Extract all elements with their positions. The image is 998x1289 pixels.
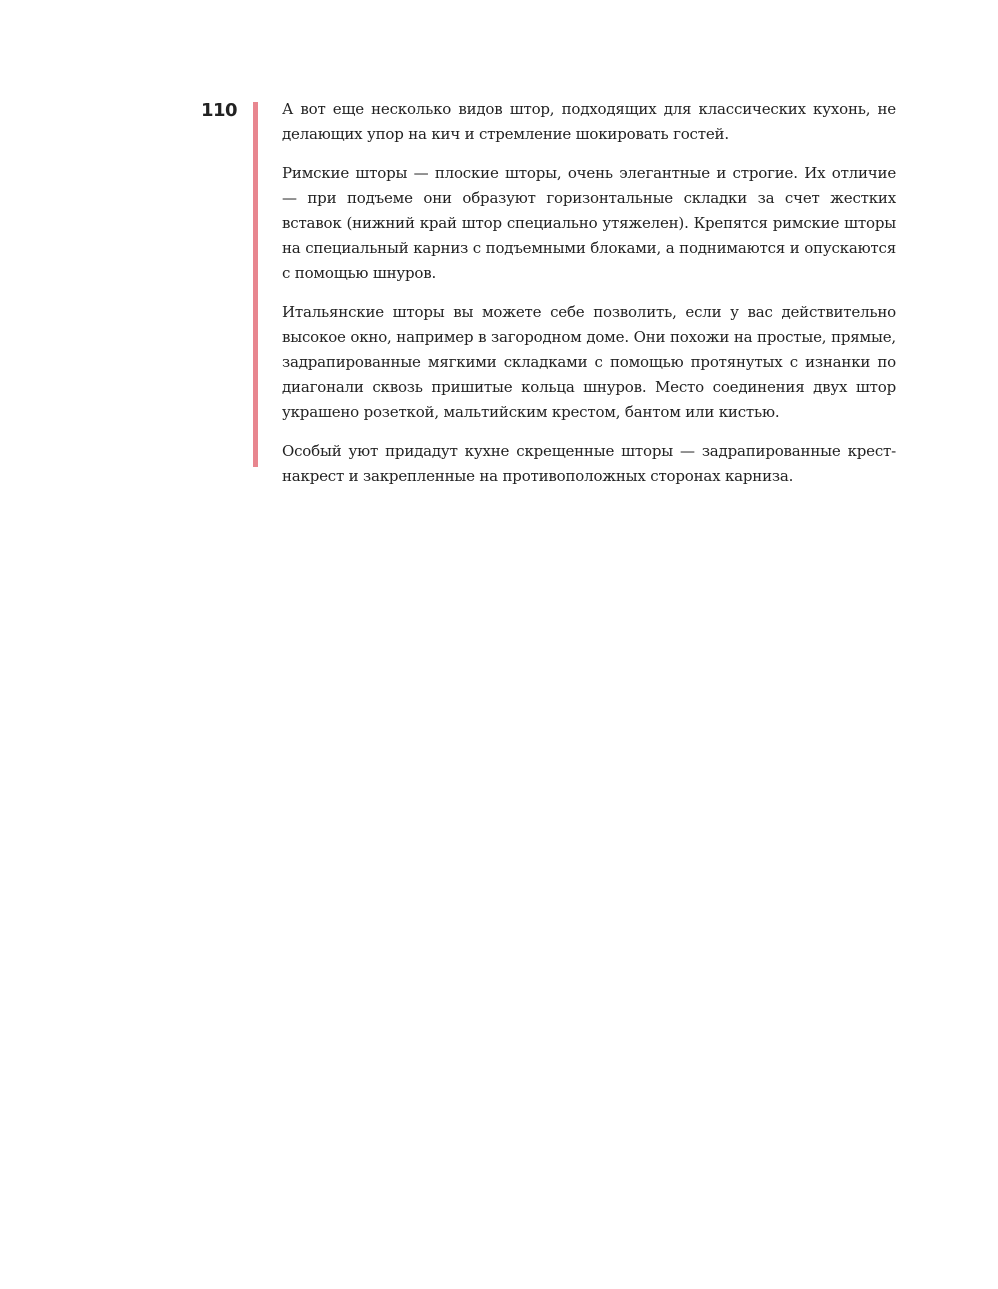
paragraph: А вот еще несколько видов штор, подходящих для классических кухонь, не делающих упор на кич и стремление шокировать гостей. [282,100,896,143]
text-column [282,97,896,503]
paragraph: Особый уют придадут кухне скрещенные шторы — задрапированные крест-накрест и закрепленные на противоположных сторонах карниза. [282,442,896,485]
page-number: 110 [201,100,238,121]
paragraph: Итальянские шторы вы можете себе позволить, если у вас действительно высокое окно, например в загородном доме. Они похожи на простые, прямые, задрапированные мягкими складками с помощью протянутых с изнанки по диагонали сквозь пришитые кольца шнуров. Место соединения двух штор украшено розеткой, мальтийским крестом, бантом или кистью. [282,303,896,421]
paragraph: Римские шторы — плоские шторы, очень элегантные и строгие. Их отличие — при подъеме они образуют горизонтальные складки за счет жестких вставок (нижний край штор специально утяжелен). Крепятся римские шторы на специальный карниз с подъемными блоками, а поднимаются и опускаются с помощью шнуров. [282,164,896,282]
accent-bar [253,102,258,467]
